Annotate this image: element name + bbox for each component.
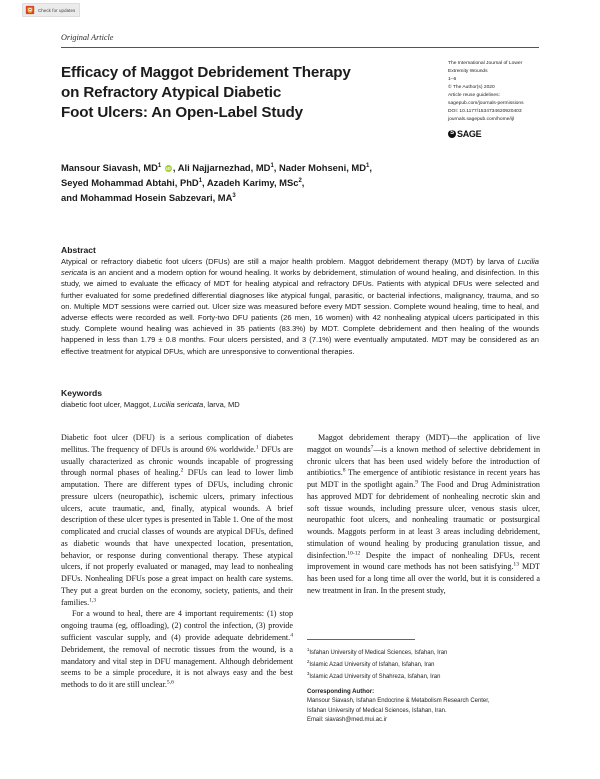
- corresponding-author-details: [307, 697, 540, 726]
- sage-logo-mark: S: [448, 130, 456, 138]
- abstract-species-name: Lucilia sericata: [61, 257, 539, 278]
- author-line-2: [61, 175, 481, 190]
- author-5-affil-marker: 2: [298, 178, 302, 185]
- abstract-part-2: is an ancient and a modern option for wound healing. It works by debridement, stimulation of wound healing, and disinfection. In this study, we aimed to evaluate the efficacy of MDT for healing atypical and refractory DFUs. Patients with atypical DFUs were selected and further evaluated for some predefined differential diagnoses like atypical fungal, parasitic, or bacterial infections, malignancy, trauma, and so on. Multiple MDT sessions were carried out. Ulcer size was measured before every MDT session. Complete wound healing, time to heal, and adverse effects were recorded as well. Forty-two DFU patients (26 men, 16 women) with 42 nonhealing atypical ulcers participated in this study. Complete wound healing was achieved in 35 patients (83.3%) by MDT. Complete debridement and then healing of the wounds happened in less than 1.79 ± 0.8 months. Four ulcers persisted, and 3 (7.1%) were eventually amputated. MDT may be considered as an effective treatment for atypical DFUs, which are unresponsive to conventional therapies.: [61, 268, 539, 356]
- author-4-affil-marker: 1: [198, 178, 203, 185]
- intro-paragraph-2: [61, 608, 293, 690]
- crossmark-icon: [25, 5, 35, 15]
- citation-ref-1[interactable]: 1: [255, 444, 259, 451]
- affiliation-1-marker: 1: [307, 647, 310, 652]
- keywords-heading: Keywords: [61, 388, 103, 398]
- intro-p3-d: The Food and Drug Administration has approved MDT for debridement of nonhealing necrotic skin and soft tissue wounds, including pressure ulcer, venous stasis ulcer, neuropathic foot ulcers, and nonhealing traumatic or postsurgical wounds. Maggots perform in at least 3 areas including debridement, stimulation of wound healing by producing granulation tissue, and disinfection.: [307, 480, 540, 560]
- intro-paragraph-3: [307, 432, 540, 597]
- sage-logo-text: SAGE: [457, 128, 482, 139]
- abstract-text: [61, 256, 539, 357]
- check-for-updates-badge[interactable]: [22, 3, 80, 17]
- keywords-part-2: , larva, MD: [203, 400, 240, 409]
- author-line-3: [61, 190, 481, 205]
- footnote-divider: [307, 639, 415, 640]
- intro-p3-f: MDT has been used for a long time all over the world, but it is considered a new treatment in Iran. In the present study,: [307, 562, 540, 595]
- article-type-label: Original Article: [61, 33, 114, 42]
- affiliation-1-text: Isfahan University of Medical Sciences, Isfahan, Iran: [309, 649, 448, 656]
- author-5-name: , Azadeh Karimy, MSc: [202, 177, 299, 189]
- keywords-part-1: diabetic foot ulcer, Maggot,: [61, 400, 154, 409]
- keywords-species-name: Lucilia sericata: [153, 400, 204, 409]
- intro-p1-b: DFUs are usually characterized as chronic wounds incapable of progressing through normal phases of healing.: [61, 444, 293, 478]
- body-column-left: [61, 432, 293, 691]
- abstract-heading: Abstract: [61, 245, 96, 255]
- citation-ref-5-6[interactable]: 5,6: [166, 679, 174, 686]
- journal-pages: 1–6: [448, 76, 457, 82]
- intro-p3-e: Despite the impact of nonhealing DFUs, recent improvement in wound care methods has not been satisfying.: [307, 550, 540, 572]
- journal-metadata: [448, 60, 543, 141]
- corresponding-author-line-2: Isfahan University of Medical Sciences, Isfahan, Iran.: [307, 707, 447, 714]
- affiliation-2: [307, 658, 540, 670]
- affiliation-2-text: Islamic Azad University of Isfahan, Isfahan, Iran: [309, 661, 435, 668]
- page-title: [61, 63, 421, 123]
- corresponding-author-email[interactable]: Email: siavash@med.mui.ac.ir: [307, 717, 387, 724]
- author-2-affil-marker: 1: [270, 162, 274, 169]
- author-line-1: [61, 160, 481, 175]
- citation-ref-10-12[interactable]: 10-12: [347, 549, 361, 556]
- citation-ref-13[interactable]: 13: [513, 561, 519, 568]
- intro-paragraph-1: [61, 432, 293, 608]
- author-1-affil-marker: 1: [157, 162, 162, 169]
- intro-p3-c: The emergence of antibiotic resistance in recent years has put MDT in the spotlight again.: [307, 468, 540, 490]
- author-2-name: , Ali Najjarnezhad, MD: [172, 162, 271, 173]
- sage-logo: [448, 127, 543, 142]
- author-6-affil-marker: 3: [232, 193, 236, 200]
- author-6-name: and Mohammad Hosein Sabzevari, MA: [61, 192, 233, 204]
- citation-ref-1-3[interactable]: 1,3: [89, 597, 97, 604]
- affiliation-3-marker: 3: [307, 670, 310, 676]
- author-list: [61, 160, 481, 206]
- citation-ref-7[interactable]: 7: [370, 444, 374, 451]
- keywords-text: [61, 399, 539, 410]
- author-1-name: Mansour Siavash, MD: [61, 162, 158, 173]
- reuse-guidelines-url[interactable]: sagepub.com/journals-permissions: [448, 100, 524, 106]
- title-line-3: Foot Ulcers: An Open-Label Study: [61, 104, 303, 122]
- citation-ref-9[interactable]: 9: [415, 479, 419, 486]
- intro-p2-b: Debridement, the removal of necrotic tissues from the wound, is a mandatory and vital step in DFU management. Although debridement seems to be a simple procedure, it is not always easy and the best methods to do it are still unclear.: [61, 644, 293, 690]
- citation-ref-8[interactable]: 8: [342, 467, 346, 474]
- header-divider: [61, 47, 539, 48]
- author-line-1-trailing: ,: [369, 162, 372, 173]
- intro-p2-a: For a wound to heal, there are 4 important requirements: (1) stop ongoing trauma (eg, offloading), (2) control the infection, (3) provide sufficient vascular supply, and (4) provide adequate debridement.: [61, 609, 293, 643]
- journal-home-url[interactable]: journals.sagepub.com/home/ijl: [448, 116, 515, 122]
- affiliation-3-text: Islamic Azad University of Shahreza, Isfahan, Iran: [309, 673, 441, 680]
- author-3-name: , Nader Mohseni, MD: [273, 162, 366, 173]
- body-column-right: [307, 432, 540, 597]
- intro-p1-c: DFUs can lead to lower limb amputation. There are different types of DFUs, including chronic pressure ulcers (neuropathic), ischemic ulcers, primary infectious ulcers, acute traumatic, and, finally, atypical wounds. A brief description of these ulcer types is presented in Table 1. One of the most complicated and crucial classes of wounds are atypical DFUs, defined as diabetic wounds that have unexpected location, presentation, behavior, or response during conventional therapy. These atypical ulcers, if not properly evaluated or managed, may lead to nonhealing DFUs. Nonhealing DFUs pose a great impact on health care systems. They put a great burden on the economy, society, patients, and their families.: [61, 468, 293, 607]
- orcid-icon[interactable]: iD: [166, 166, 171, 171]
- affiliation-2-marker: 2: [307, 658, 310, 664]
- journal-name-line-1: The International Journal of Lower: [448, 61, 523, 66]
- affiliation-3: [307, 670, 540, 682]
- citation-ref-2[interactable]: 2: [180, 467, 184, 474]
- intro-p1-a: Diabetic foot ulcer (DFU) is a serious complication of diabetes mellitus. The frequency of DFUs is around 6% worldwide.: [61, 433, 293, 454]
- abstract-part-1: Atypical or refractory diabetic foot ulcers (DFUs) are still a major health problem. Maggot debridement therapy (MDT) by larva of: [61, 257, 518, 266]
- journal-name-line-2: Extremity Wounds: [448, 68, 488, 74]
- corresponding-author-heading: Corresponding Author:: [307, 688, 375, 695]
- affiliations: [307, 646, 540, 682]
- title-line-1: Efficacy of Maggot Debridement Therapy: [61, 64, 351, 81]
- author-line-2-trailing: ,: [301, 177, 305, 189]
- author-4-name: Seyed Mohammad Abtahi, PhD: [61, 177, 199, 189]
- intro-p3-b: —is a known method of selective debridement in chronic ulcers that has been used widely before the introduction of antibiotics.: [307, 444, 540, 478]
- title-line-2: on Refractory Atypical Diabetic: [61, 84, 282, 102]
- citation-ref-4[interactable]: 4: [290, 632, 293, 639]
- intro-p3-a: Maggot debridement therapy (MDT)—the application of live maggot on wounds: [307, 433, 540, 454]
- copyright-notice: © The Author(s) 2020: [448, 84, 495, 90]
- check-for-updates-label: Check for updates: [38, 7, 76, 13]
- affiliation-1: [307, 646, 540, 658]
- doi[interactable]: DOI: 10.1177/1534734620920403: [448, 108, 522, 114]
- corresponding-author-line-1: Mansour Siavash, Isfahan Endocrine & Metabolism Research Center,: [307, 698, 490, 704]
- author-3-affil-marker: 1: [366, 162, 370, 169]
- reuse-guidelines-label: Article reuse guidelines:: [448, 92, 500, 98]
